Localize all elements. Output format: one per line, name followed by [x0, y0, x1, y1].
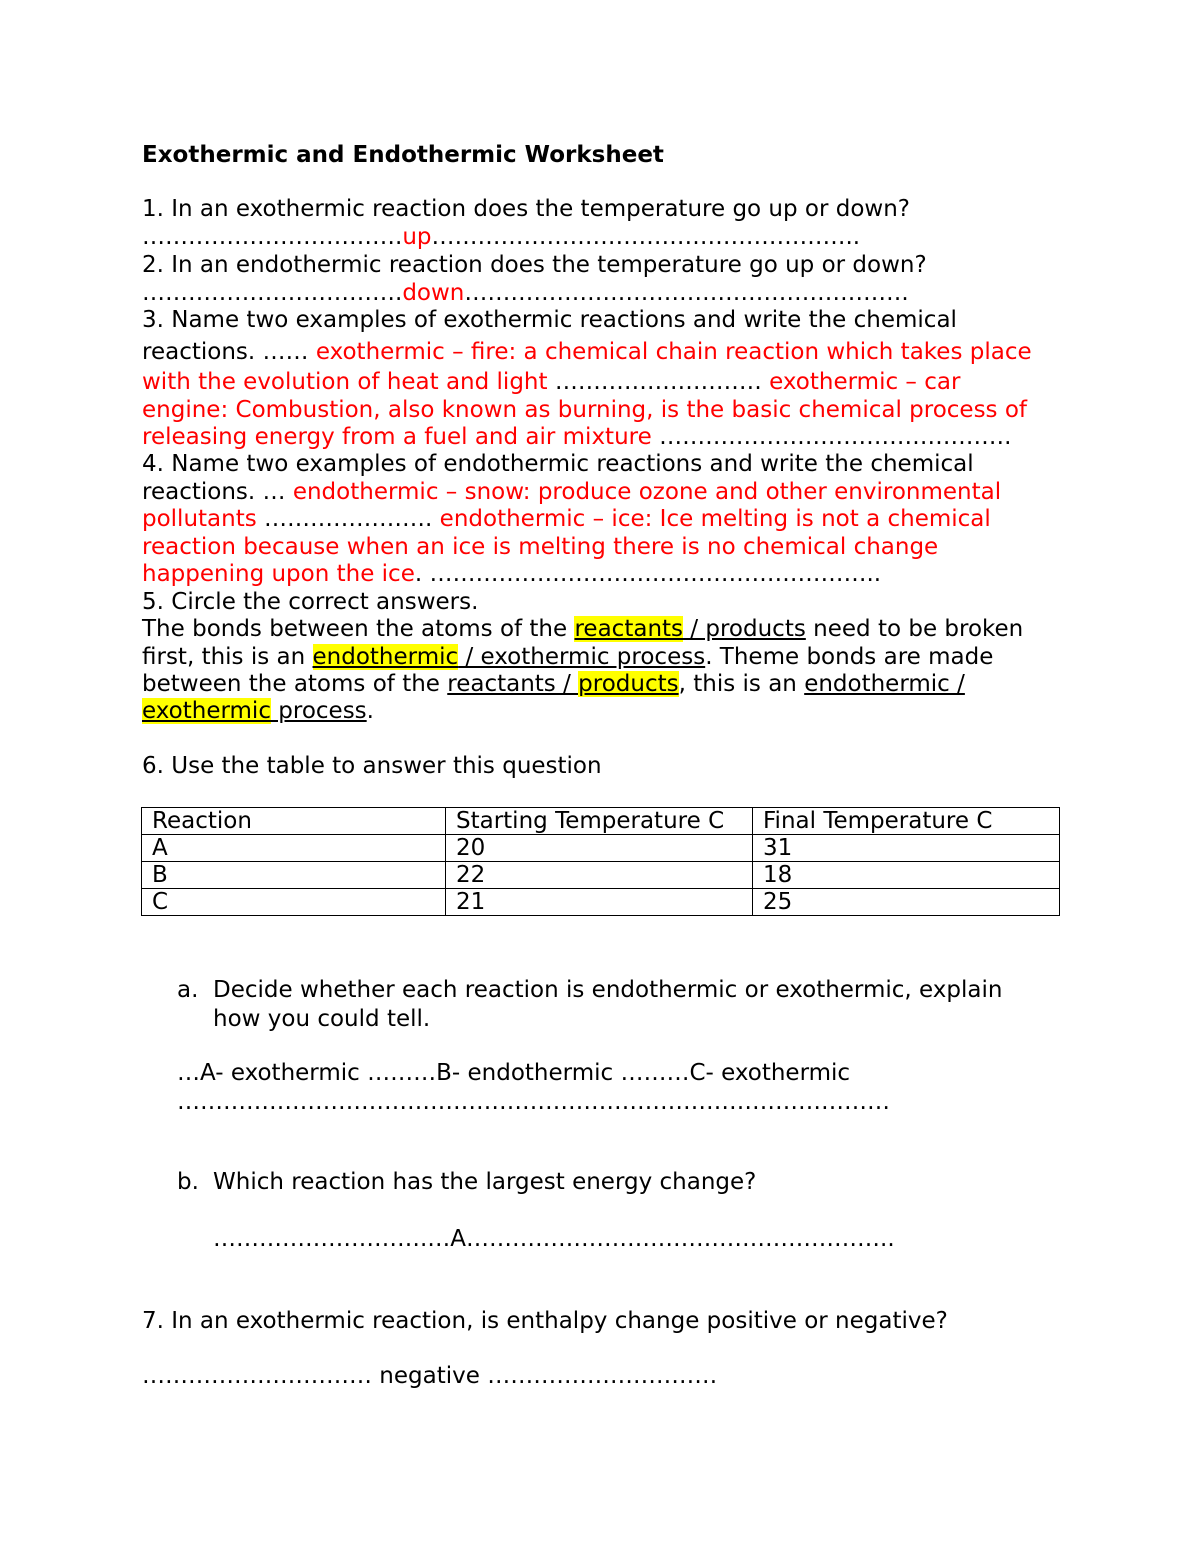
question-4-cont: reactions. …: [142, 479, 286, 505]
answer-6b: ……………………….…A………………………………………………..: [213, 1226, 895, 1252]
answer-4-line-1: [142, 478, 1001, 506]
selected-endothermic: endothermic: [312, 644, 459, 670]
answer-3-line-3: engine: Combustion, also known as burning, is the basic chemical process of: [142, 397, 1028, 423]
answer-4-text: happening upon the ice: [142, 561, 415, 587]
selected-reactants: reactants: [574, 616, 684, 642]
answer-1: up: [402, 224, 432, 250]
q5-text: need to be broken: [805, 616, 1024, 642]
table-cell: B: [142, 862, 446, 889]
selected-exothermic: exothermic: [142, 698, 271, 724]
question-6a-line-2: how you could tell.: [213, 1006, 431, 1032]
answer-7: ………………………… negative …………………………: [142, 1363, 718, 1389]
answer-dots: ……………………………………….: [651, 424, 1012, 450]
question-5-line-1: [142, 615, 1023, 643]
answer-4-line-2: [142, 505, 991, 533]
table-header: Starting Temperature C: [446, 808, 753, 835]
table-header-row: [142, 808, 1060, 835]
q5-text: first, this is an: [142, 644, 313, 670]
table-cell: A: [142, 835, 446, 862]
question-5-line-2: [142, 643, 993, 671]
table-cell: 25: [753, 889, 1060, 916]
q5-text: between the atoms of the: [142, 671, 448, 697]
selected-products: products: [578, 671, 679, 697]
answer-1-line: [142, 223, 860, 251]
table-cell: 31: [753, 835, 1060, 862]
answer-3-line-2: [142, 368, 960, 396]
question-7: 7. In an exothermic reaction, is enthalpy change positive or negative?: [142, 1308, 948, 1334]
answer-4-line-3: reaction because when an ice is melting there is no chemical change: [142, 534, 939, 560]
table-row: [142, 889, 1060, 916]
question-1: 1. In an exothermic reaction does the temperature go up or down?: [142, 196, 911, 222]
answer-3-text: exothermic – fire: a chemical chain reaction which takes place: [308, 339, 1032, 365]
table-cell: 20: [446, 835, 753, 862]
answer-4-line-4: [142, 560, 881, 588]
option-products: / products: [683, 616, 806, 642]
table-cell: 21: [446, 889, 753, 916]
answer-3-line-4: [142, 423, 1011, 451]
question-3-cont: reactions. ……: [142, 339, 309, 365]
option-reactants: reactants /: [447, 671, 579, 697]
answer-4-text: endothermic – ice: Ice melting is not a chemical: [439, 506, 991, 532]
question-3: 3. Name two examples of exothermic reactions and write the chemical: [142, 307, 957, 333]
table-row: [142, 835, 1060, 862]
answer-dots: ………………………………………………..: [431, 224, 861, 250]
option-endothermic: endothermic /: [804, 671, 965, 697]
answer-6a: …A- exothermic ………B- endothermic ………C- exothermic: [177, 1060, 851, 1086]
question-2: 2. In an endothermic reaction does the temperature go up or down?: [142, 252, 927, 278]
q5-text: .: [366, 698, 374, 724]
answer-dots: …………………………………………………………………………………: [177, 1089, 890, 1115]
table-cell: 18: [753, 862, 1060, 889]
question-6a-line-1: Decide whether each reaction is endothermic or exothermic, explain: [213, 977, 1003, 1003]
answer-2: down: [402, 280, 465, 306]
answer-3-text: releasing energy from a fuel and air mixture: [142, 424, 652, 450]
q5-text: . Theme bonds are made: [705, 644, 994, 670]
question-5-line-4: [142, 697, 374, 725]
option-exothermic-process: / exothermic process: [458, 644, 706, 670]
question-5-line-3: [142, 670, 965, 698]
table-header: Final Temperature C: [753, 808, 1060, 835]
table-cell: 22: [446, 862, 753, 889]
table-header: Reaction: [142, 808, 446, 835]
answer-dots: …………………………….: [142, 280, 403, 306]
q5-text: The bonds between the atoms of the: [142, 616, 575, 642]
answer-3-line-1: [142, 338, 1032, 366]
answer-dots: …………………………….: [142, 224, 403, 250]
answer-dots: . …………………………………………………..: [414, 561, 882, 587]
reaction-table: [141, 807, 1060, 916]
answer-dots: ………………………………………………….: [464, 280, 909, 306]
question-5: 5. Circle the correct answers.: [142, 589, 479, 615]
q5-text: , this is an: [678, 671, 805, 697]
list-marker-b: b.: [177, 1169, 199, 1195]
option-process: process: [270, 698, 367, 724]
answer-4-text: endothermic – snow: produce ozone and other environmental: [285, 479, 1002, 505]
answer-3-text: exothermic – car: [769, 369, 961, 395]
answer-3-text: with the evolution of heat and light: [142, 369, 548, 395]
question-6: 6. Use the table to answer this question: [142, 753, 602, 779]
answer-4-text: pollutants: [142, 506, 257, 532]
worksheet-title: Exothermic and Endothermic Worksheet: [142, 142, 664, 168]
question-6b: Which reaction has the largest energy change?: [213, 1169, 757, 1195]
answer-dots: ………………….: [256, 506, 440, 532]
table-row: [142, 862, 1060, 889]
table-cell: C: [142, 889, 446, 916]
question-4: 4. Name two examples of endothermic reactions and write the chemical: [142, 451, 974, 477]
list-marker-a: a.: [177, 977, 199, 1003]
answer-2-line: [142, 279, 909, 307]
answer-dots: ………………………: [547, 369, 770, 395]
